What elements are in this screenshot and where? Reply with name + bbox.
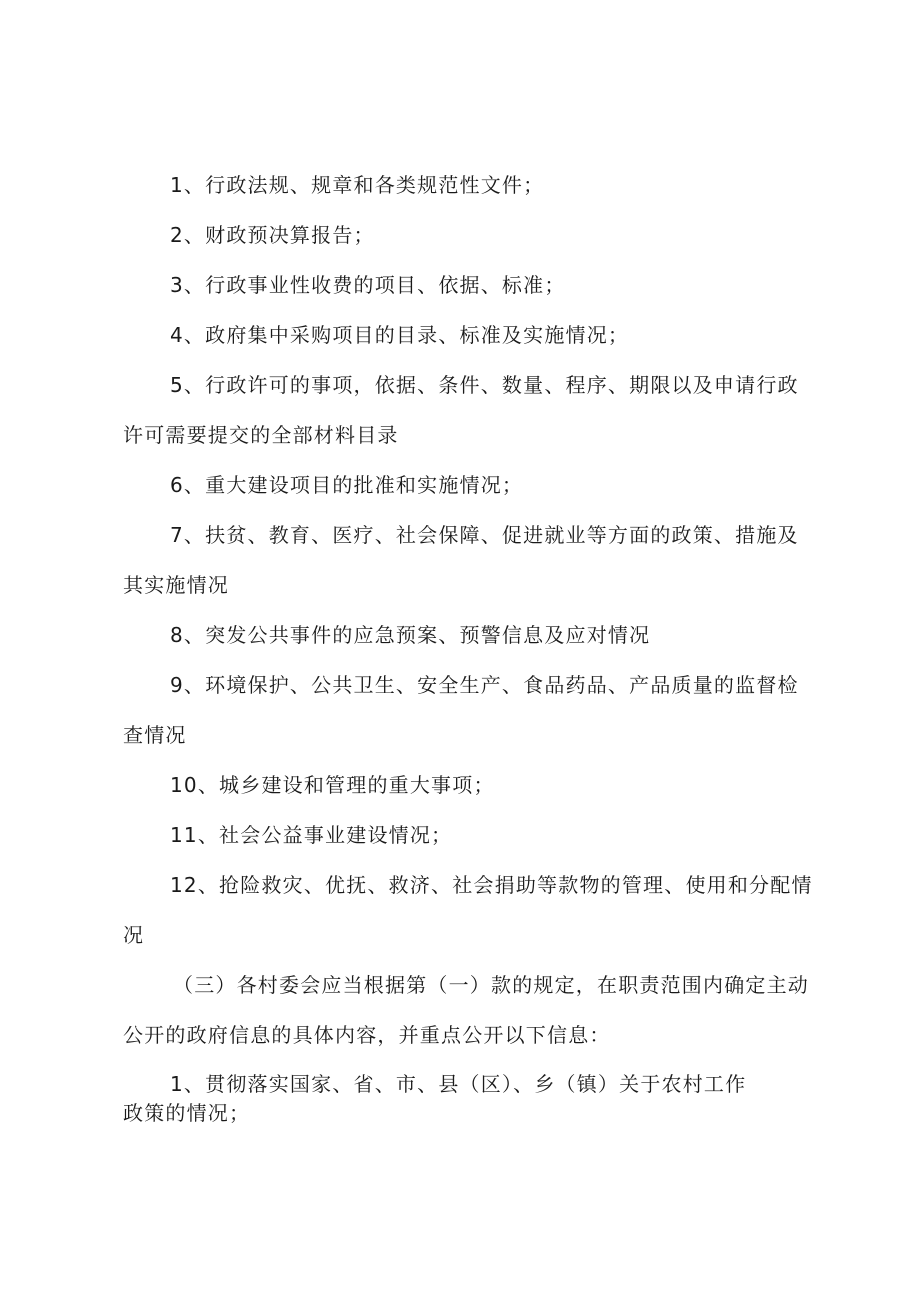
list-item: 7、扶贫、教育、医疗、社会保障、促进就业等方面的政策、措施及其实施情况	[123, 523, 799, 597]
section-three-paragraph: （三）各村委会应当根据第（一）款的规定，在职责范围内确定主动公开的政府信息的具体内容，并重点公开以下信息：	[123, 973, 809, 1047]
section-three-item-line: 1、贯彻落实国家、省、市、县（区）、乡（镇）关于农村工作	[170, 1072, 747, 1096]
list-item: 2、财政预决算报告；	[170, 223, 375, 247]
list-item: 12、抢险救灾、优抚、救济、社会捐助等款物的管理、使用和分配情况	[123, 873, 813, 947]
list-item: 5、行政许可的事项，依据、条件、数量、程序、期限以及申请行政许可需要提交的全部材料目录	[123, 373, 799, 447]
list-item: 4、政府集中采购项目的目录、标准及实施情况；	[170, 323, 630, 347]
list-item: 10、城乡建设和管理的重大事项；	[170, 773, 495, 797]
list-item: 8、突发公共事件的应急预案、预警信息及应对情况	[170, 623, 651, 647]
list-item: 6、重大建设项目的批准和实施情况；	[170, 473, 524, 497]
list-item: 9、环境保护、公共卫生、安全生产、食品药品、产品质量的监督检查情况	[123, 673, 799, 747]
section-three-item-line: 政策的情况；	[123, 1101, 251, 1125]
list-item: 1、行政法规、规章和各类规范性文件；	[170, 173, 545, 197]
list-item: 3、行政事业性收费的项目、依据、标准；	[170, 273, 566, 297]
list-item: 11、社会公益事业建设情况；	[170, 823, 453, 847]
